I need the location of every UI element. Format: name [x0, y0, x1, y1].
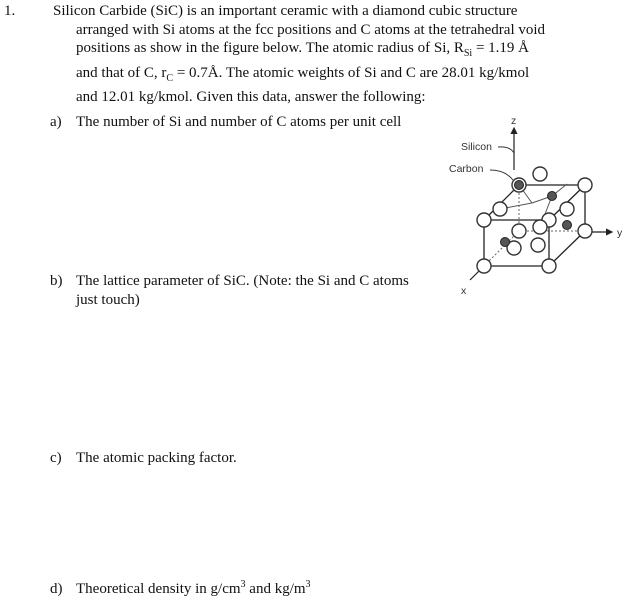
carbon-leader-line: [490, 170, 513, 180]
question-number: 1.: [4, 3, 16, 19]
silicon-label: Silicon: [461, 141, 492, 153]
part-a-label: a): [50, 114, 62, 130]
silicon-atom: [477, 259, 491, 273]
silicon-atom: [578, 224, 592, 238]
c-radius-value: = 0.7Å. The atomic weights of Si and C are 28.01 kg/kmol: [173, 64, 530, 81]
intro-line-1: Silicon Carbide (SiC) is an important ceramic with a diamond cubic structure: [53, 3, 518, 19]
silicon-leader-line: [498, 147, 514, 153]
silicon-atom: [560, 202, 574, 216]
part-d-label: d): [50, 581, 63, 597]
part-d: [50, 580, 311, 599]
silicon-atom: [578, 178, 592, 192]
c-radius-subscript: C: [166, 72, 174, 84]
part-d-sup-a: 3: [240, 579, 246, 590]
silicon-atom: [533, 220, 547, 234]
part-c-text: The atomic packing factor.: [76, 450, 237, 466]
part-b-text: The lattice parameter of SiC. (Note: the Si and C atoms: [76, 273, 409, 289]
silicon-atom: [542, 259, 556, 273]
intro-line-4-text: and that of C, r: [76, 64, 167, 81]
sic-unit-cell-diagram: [440, 108, 630, 308]
problem-statement: [53, 2, 616, 107]
part-d-text: [76, 581, 311, 597]
part-a: [50, 113, 401, 132]
carbon-atom: [563, 221, 572, 230]
part-b-label: b): [50, 273, 63, 289]
si-radius-value: = 1.19 Å: [472, 40, 530, 57]
part-d-sup-b: 3: [305, 579, 311, 590]
part-c-label: c): [50, 450, 62, 466]
silicon-atom: [531, 238, 545, 252]
x-axis-label: x: [461, 285, 467, 297]
part-a-text: The number of Si and number of C atoms per unit cell: [76, 114, 402, 130]
part-d-text-b: and kg/m: [245, 581, 306, 597]
part-d-text-a: Theoretical density in g/cm: [76, 581, 241, 597]
carbon-atom: [515, 181, 524, 190]
intro-line-4: [76, 64, 616, 89]
y-axis-label: y: [617, 227, 623, 239]
part-b-text-continued: just touch): [76, 291, 140, 308]
silicon-atom: [533, 167, 547, 181]
carbon-atom: [501, 238, 510, 247]
si-radius-subscript: Si: [463, 48, 473, 60]
z-axis-label: z: [511, 115, 517, 127]
intro-line-2: arranged with Si atoms at the fcc positions and C atoms at the tetrahedral void: [76, 21, 546, 38]
silicon-atom: [512, 224, 526, 238]
part-b: [50, 272, 409, 309]
intro-line-3: [76, 39, 616, 64]
part-c: [50, 449, 237, 468]
carbon-label: Carbon: [449, 163, 484, 175]
carbon-atom: [548, 192, 557, 201]
silicon-atom: [477, 213, 491, 227]
intro-line-3-text: positions as show in the figure below. The atomic radius of Si, R: [76, 40, 464, 57]
intro-line-5: and 12.01 kg/kmol. Given this data, answer the following:: [76, 89, 426, 106]
silicon-atom: [493, 202, 507, 216]
